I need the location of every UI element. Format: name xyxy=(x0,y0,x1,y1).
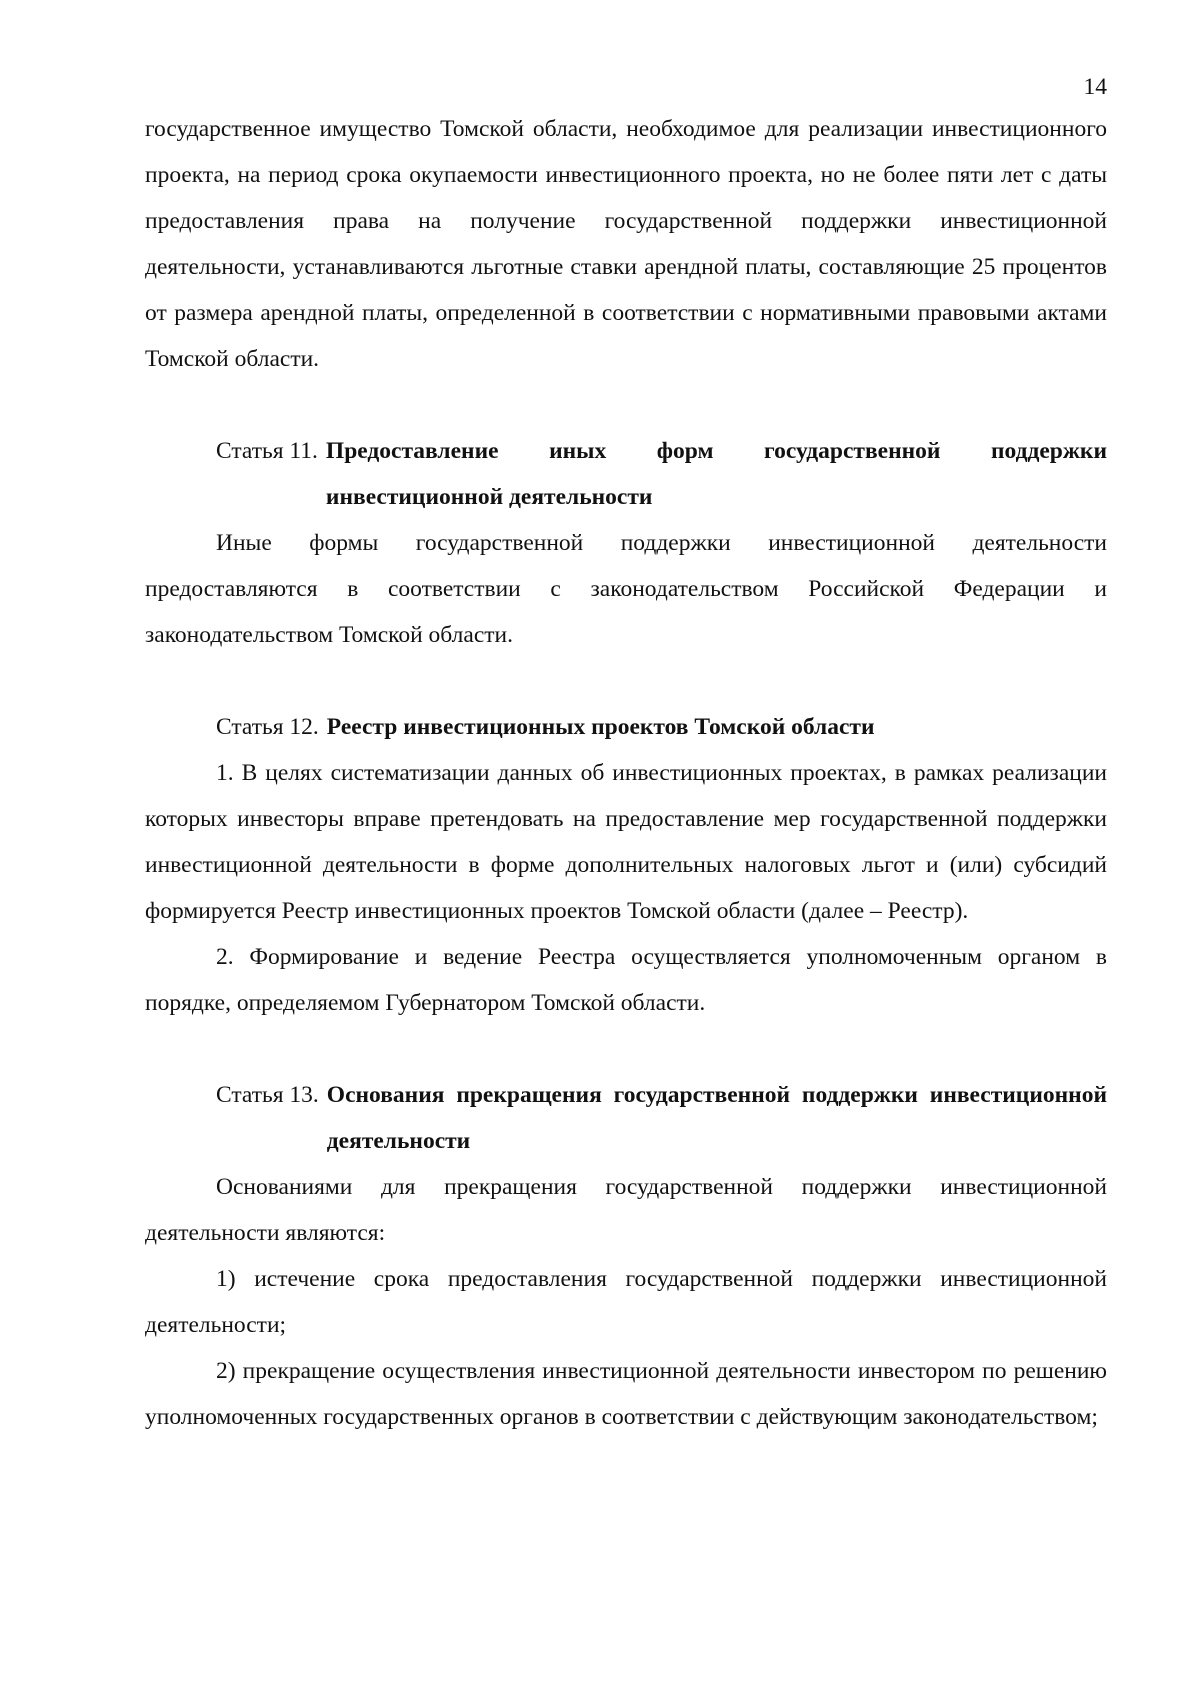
article-11-text: Иные формы государственной поддержки инвестиционной деятельности предоставляются в соответствии с законодательством Российской Федерации и законодательством Томской области. xyxy=(145,530,1107,648)
article-13-number: Статья 13. xyxy=(216,1082,319,1108)
page-number: 14 xyxy=(1083,74,1107,100)
article-11-number: Статья 11. xyxy=(216,438,318,464)
article-13-item-2: 2) прекращение осуществления инвестиционной деятельности инвестором по решению уполномоченных государственных органов в соответствии с действующим законодательством; xyxy=(145,1358,1107,1430)
article-13-lead: Основаниями для прекращения государственной поддержки инвестиционной деятельности являются: xyxy=(145,1174,1107,1246)
article-13-title: Основания прекращения государственной поддержки инвестиционной деятельности xyxy=(326,1082,1107,1154)
paragraph-intro: государственное имущество Томской области, необходимое для реализации инвестиционного проекта, на период срока окупаемости инвестиционного проекта, но не более пяти лет с даты предоставления права на получение государственной поддержки инвестиционной деятельности, устанавливаются льготные ставки арендной платы, составляющие 25 процентов от размера арендной платы, определенной в соответствии с нормативными правовыми актами Томской области. xyxy=(145,116,1107,372)
article-12-item-1: 1. В целях систематизации данных об инвестиционных проектах, в рамках реализации которых инвесторы вправе претендовать на предоставление мер государственной поддержки инвестиционной деятельности в форме дополнительных налоговых льгот и (или) субсидий формируется Реестр инвестиционных проектов Томской области (далее – Реестр). xyxy=(145,760,1107,924)
article-12-heading xyxy=(145,704,1107,750)
article-11-title: Предоставление иных форм государственной поддержки инвестиционной деятельности xyxy=(325,438,1107,510)
article-13-item-1: 1) истечение срока предоставления государственной поддержки инвестиционной деятельности; xyxy=(145,1266,1107,1338)
article-11-heading xyxy=(145,428,1107,520)
article-12-title: Реестр инвестиционных проектов Томской области xyxy=(326,714,875,740)
article-12-number: Статья 12. xyxy=(216,714,319,740)
document-body xyxy=(145,106,1107,1440)
article-13-heading xyxy=(145,1072,1107,1164)
article-12-item-2: 2. Формирование и ведение Реестра осуществляется уполномоченным органом в порядке, определяемом Губернатором Томской области. xyxy=(145,944,1107,1016)
